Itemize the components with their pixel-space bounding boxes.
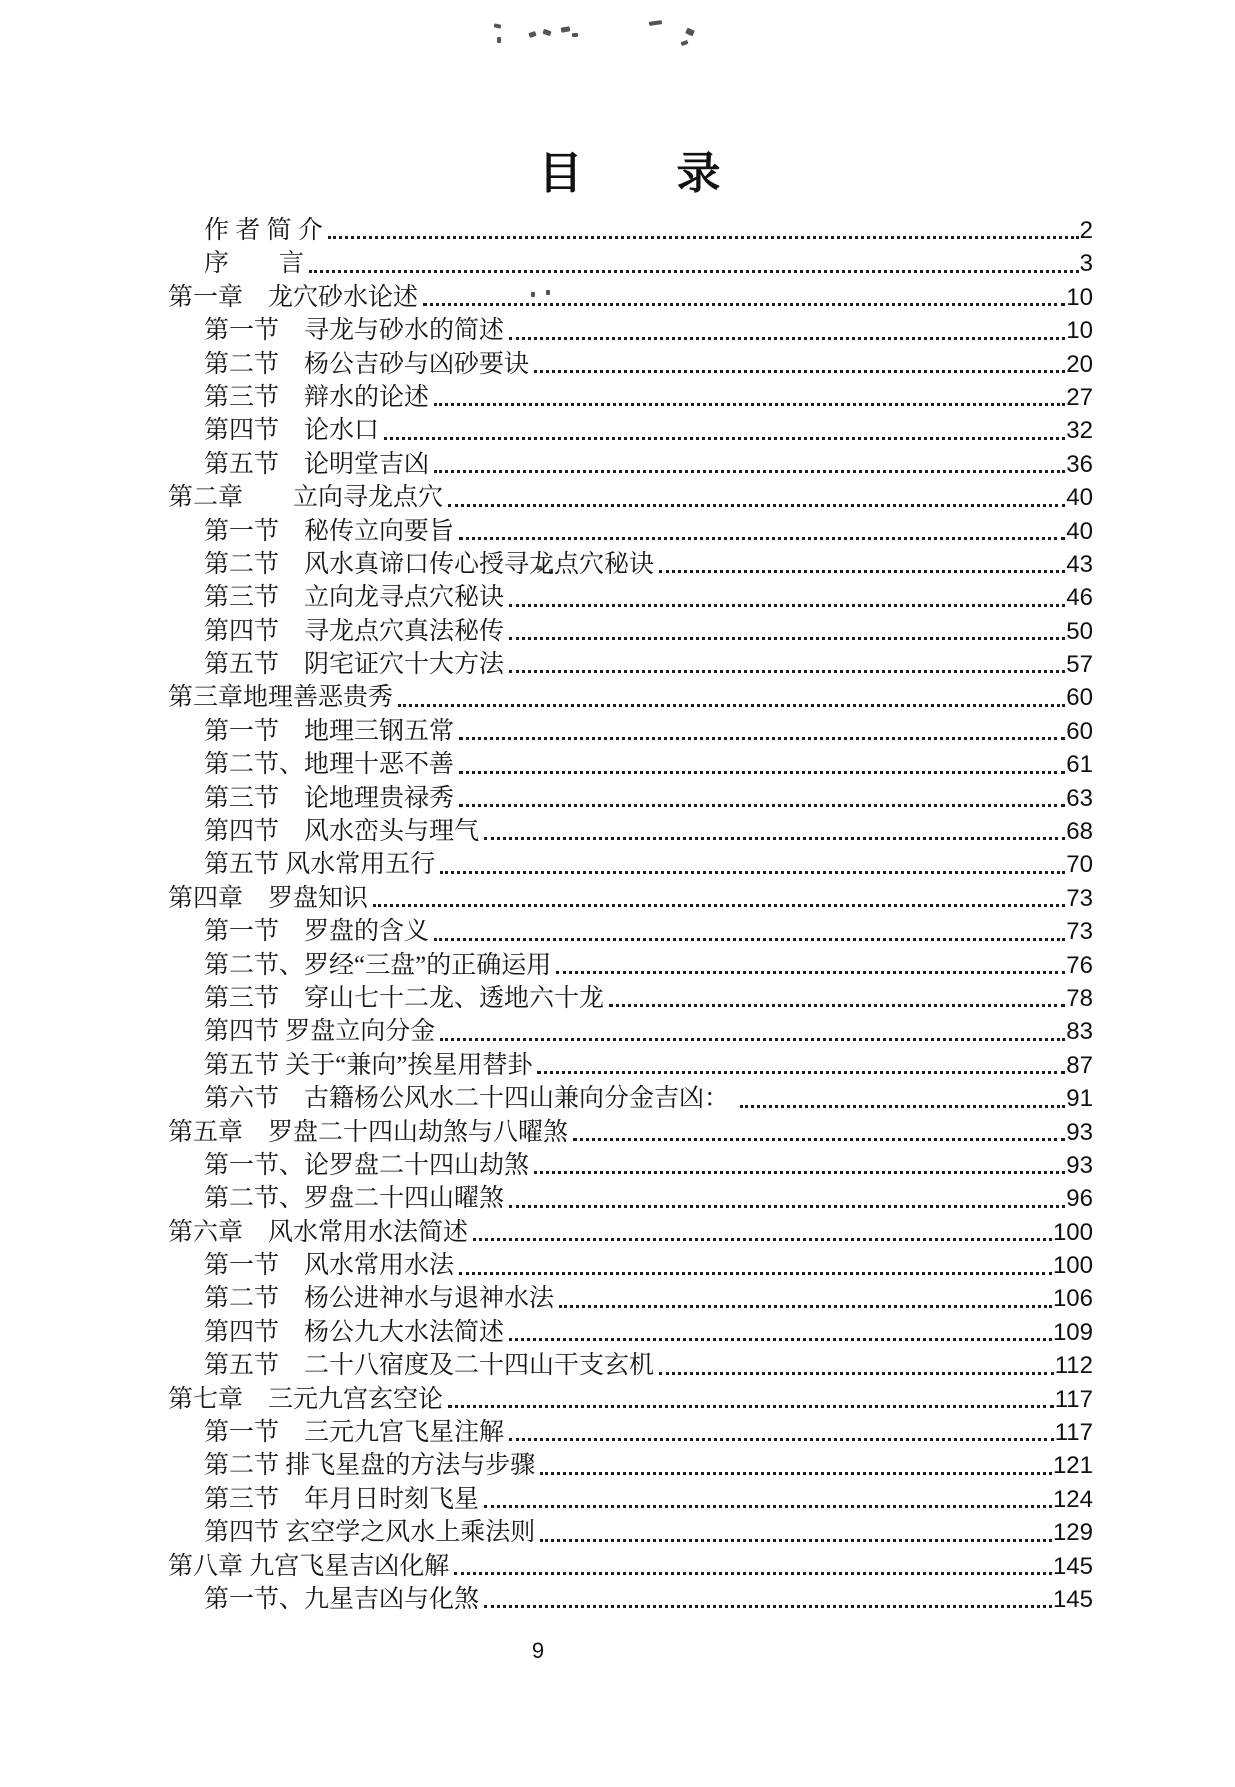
toc-entry [168, 915, 1093, 948]
toc-entry-label: 第五章 罗盘二十四山劫煞与八曜煞 [168, 1118, 569, 1146]
scan-artifact [649, 20, 662, 26]
toc-dot-leader [448, 504, 1065, 507]
toc-entry-page: 60 [1066, 717, 1093, 745]
toc-entry [168, 949, 1093, 982]
toc-entry-page: 78 [1066, 984, 1093, 1012]
toc-dot-leader [459, 771, 1065, 774]
toc-dot-leader [440, 1038, 1065, 1041]
toc-entry-page: 57 [1066, 651, 1093, 679]
toc-entry [168, 1049, 1093, 1082]
toc-entry [168, 348, 1093, 381]
toc-entry-label: 第五节 论明堂吉凶 [204, 450, 430, 478]
toc-dot-leader [309, 270, 1079, 273]
toc-entry [168, 1116, 1093, 1149]
toc-entry-page: 60 [1066, 684, 1093, 712]
toc-entry-page: 93 [1066, 1118, 1093, 1146]
toc-dot-leader [459, 804, 1065, 807]
toc-dot-leader [659, 570, 1065, 573]
toc-entry-label: 第四节 风水峦头与理气 [204, 818, 480, 846]
scan-artifact [681, 40, 689, 46]
toc-dot-leader [540, 1472, 1052, 1475]
toc-entry-page: 32 [1066, 417, 1093, 445]
toc-entry-page: 50 [1066, 617, 1093, 645]
toc-entry [168, 648, 1093, 681]
toc-entry-page: 36 [1066, 450, 1093, 478]
scan-artifact [561, 26, 571, 32]
toc-dot-leader [559, 1305, 1052, 1308]
toc-entry-label: 第一章 龙穴砂水论述 [168, 283, 419, 311]
toc-entry [168, 247, 1093, 280]
toc-entry-label: 第六章 风水常用水法简述 [168, 1218, 469, 1246]
toc-entry [168, 782, 1093, 815]
toc-dot-leader [440, 871, 1065, 874]
toc-dot-leader [509, 1438, 1054, 1441]
toc-entry-page: 76 [1066, 951, 1093, 979]
toc-entry-page: 145 [1052, 1552, 1093, 1580]
toc-entry-page: 63 [1066, 784, 1093, 812]
toc-entry-label: 第五节 二十八宿度及二十四山干支玄机 [204, 1352, 655, 1380]
toc-dot-leader [609, 1004, 1065, 1007]
toc-entry [168, 448, 1093, 481]
toc-entry [168, 1383, 1093, 1416]
toc-dot-leader [509, 604, 1065, 607]
toc-entry-label: 第二节 杨公吉砂与凶砂要诀 [204, 350, 530, 378]
toc-entry-label: 第三章地理善恶贵秀 [168, 684, 394, 712]
toc-entry-page: 96 [1066, 1185, 1093, 1213]
toc-dot-leader [434, 470, 1065, 473]
toc-entry-page: 73 [1066, 884, 1093, 912]
toc-entry-label: 序 言 [204, 250, 305, 278]
toc-entry-page: 20 [1066, 350, 1093, 378]
toc-entry [168, 381, 1093, 414]
toc-entry [168, 1283, 1093, 1316]
toc-entry [168, 414, 1093, 447]
scan-artifact [685, 28, 695, 37]
toc-entry-label: 第二节、罗经“三盘”的正确运用 [204, 951, 552, 979]
toc-entry [168, 1449, 1093, 1482]
toc-entry-page: 112 [1054, 1352, 1093, 1380]
toc-entry-label: 第五节 阴宅证穴十大方法 [204, 651, 505, 679]
table-of-contents [168, 148, 1093, 1616]
toc-entry [168, 815, 1093, 848]
toc-entry-label: 第四章 罗盘知识 [168, 884, 369, 912]
toc-dot-leader [384, 437, 1065, 440]
toc-entry-page: 40 [1066, 484, 1093, 512]
toc-dot-leader [509, 1338, 1052, 1341]
toc-entry-label: 作 者 简 介 [204, 216, 323, 244]
toc-dot-leader [434, 938, 1065, 941]
toc-entry-label: 第二节 杨公进神水与退神水法 [204, 1285, 555, 1313]
toc-entry [168, 1182, 1093, 1215]
toc-entry [168, 748, 1093, 781]
toc-entry-label: 第一节 地理三钢五常 [204, 717, 455, 745]
toc-entry-label: 第一节、九星吉凶与化煞 [204, 1586, 480, 1613]
toc-entry [168, 982, 1093, 1015]
toc-entry-label: 第三节 辩水的论述 [204, 383, 430, 411]
toc-entry-page: 117 [1054, 1385, 1093, 1413]
scan-artifact [528, 31, 536, 38]
toc-entry [168, 1015, 1093, 1048]
toc-entry [168, 1216, 1093, 1249]
toc-entry [168, 214, 1093, 247]
toc-entry-label: 第八章 九宫飞星吉凶化解 [168, 1552, 450, 1580]
toc-entry [168, 848, 1093, 881]
toc-entry-label: 第三节 年月日时刻飞星 [204, 1485, 480, 1513]
scan-artifact [572, 33, 578, 37]
toc-entry-page: 100 [1052, 1218, 1093, 1246]
toc-entry [168, 1082, 1093, 1115]
toc-entry-page: 129 [1052, 1519, 1093, 1547]
toc-dot-leader [509, 1205, 1065, 1208]
toc-entry-page: 93 [1066, 1151, 1093, 1179]
toc-entry-label: 第一节 三元九宫飞星注解 [204, 1419, 505, 1447]
toc-entry-page: 70 [1066, 851, 1093, 879]
toc-dot-leader [659, 1372, 1054, 1375]
toc-entry-label: 第三节 立向龙寻点穴秘诀 [204, 584, 505, 612]
toc-entry [168, 615, 1093, 648]
toc-entry-label: 第一节 秘传立向要旨 [204, 517, 455, 545]
toc-dot-leader [473, 1238, 1052, 1241]
toc-title: 目 录 [538, 149, 723, 198]
toc-entry [168, 481, 1093, 514]
footer-page-number: 9 [531, 1638, 545, 1663]
toc-list [168, 214, 1093, 1616]
toc-entry-label: 第三节 论地理贵禄秀 [204, 784, 455, 812]
toc-entry-label: 第七章 三元九宫玄空论 [168, 1385, 444, 1413]
toc-entry [168, 1416, 1093, 1449]
toc-entry-label: 第四节 寻龙点穴真法秘传 [204, 617, 505, 645]
toc-entry-page: 145 [1052, 1586, 1093, 1613]
toc-entry-page: 61 [1066, 751, 1093, 779]
toc-entry-page: 91 [1066, 1085, 1093, 1113]
toc-entry [168, 314, 1093, 347]
toc-entry [168, 1349, 1093, 1382]
toc-entry [168, 715, 1093, 748]
toc-entry-label: 第二章 立向寻龙点穴 [168, 484, 444, 512]
toc-entry-label: 第二节、地理十恶不善 [204, 751, 455, 779]
toc-entry-page: 117 [1054, 1419, 1093, 1447]
toc-entry-page: 73 [1066, 918, 1093, 946]
toc-entry-page: 10 [1066, 283, 1093, 311]
toc-entry-label: 第一节 罗盘的含义 [204, 918, 430, 946]
toc-entry [168, 281, 1093, 314]
toc-entry-label: 第二节 排飞星盘的方法与步骤 [204, 1452, 536, 1480]
toc-entry [168, 1316, 1093, 1349]
toc-dot-leader [556, 971, 1065, 974]
toc-dot-leader [459, 537, 1065, 540]
toc-entry-page: 2 [1079, 216, 1093, 244]
scan-artifact [497, 37, 501, 43]
toc-entry-label: 第一节、论罗盘二十四山劫煞 [204, 1151, 530, 1179]
toc-dot-leader [484, 1605, 1052, 1608]
toc-dot-leader [459, 737, 1065, 740]
toc-dot-leader [484, 1505, 1052, 1508]
scan-artifact [494, 23, 502, 28]
toc-entry-label: 第五节 风水常用五行 [204, 851, 436, 879]
toc-dot-leader [459, 1272, 1052, 1275]
toc-dot-leader [484, 837, 1065, 840]
toc-entry-label: 第一节 寻龙与砂水的简述 [204, 317, 505, 345]
toc-dot-leader [434, 403, 1065, 406]
toc-entry [168, 1149, 1093, 1182]
toc-entry [168, 515, 1093, 548]
toc-entry-label: 第四节 论水口 [204, 417, 380, 445]
toc-dot-leader [509, 337, 1065, 340]
toc-entry [168, 581, 1093, 614]
toc-entry-page: 109 [1052, 1318, 1093, 1346]
toc-dot-leader [534, 370, 1065, 373]
toc-entry-page: 87 [1066, 1051, 1093, 1079]
toc-entry-page: 40 [1066, 517, 1093, 545]
toc-entry-label: 第二节 风水真谛口传心授寻龙点穴秘诀 [204, 550, 655, 578]
toc-dot-leader [454, 1572, 1052, 1575]
toc-entry [168, 1483, 1093, 1516]
toc-entry-label: 第四节 玄空学之风水上乘法则 [204, 1519, 536, 1547]
toc-dot-leader [423, 303, 1065, 306]
toc-entry-label: 第一节 风水常用水法 [204, 1252, 455, 1280]
toc-entry-page: 43 [1066, 550, 1093, 578]
toc-dot-leader [740, 1105, 1065, 1108]
toc-entry [168, 681, 1093, 714]
toc-entry [168, 882, 1093, 915]
scan-artifact [542, 29, 551, 36]
toc-entry-page: 121 [1052, 1452, 1093, 1480]
toc-entry-page: 68 [1066, 818, 1093, 846]
toc-entry-label: 第五节 关于“兼向”挨星用替卦 [204, 1051, 533, 1079]
toc-entry-page: 106 [1052, 1285, 1093, 1313]
toc-dot-leader [398, 704, 1065, 707]
toc-dot-leader [448, 1405, 1054, 1408]
toc-dot-leader [328, 236, 1079, 239]
toc-entry-label: 第二节、罗盘二十四山曜煞 [204, 1185, 505, 1213]
toc-dot-leader [537, 1071, 1065, 1074]
toc-entry-page: 124 [1052, 1485, 1093, 1513]
toc-dot-leader [373, 904, 1065, 907]
toc-entry-page: 27 [1066, 383, 1093, 411]
toc-entry-page: 100 [1052, 1252, 1093, 1280]
toc-dot-leader [540, 1539, 1052, 1542]
toc-entry-label: 第三节 穿山七十二龙、透地六十龙 [204, 984, 605, 1012]
toc-entry [168, 1583, 1093, 1616]
toc-entry-page: 46 [1066, 584, 1093, 612]
toc-entry-label: 第四节 杨公九大水法简述 [204, 1318, 505, 1346]
toc-entry-page: 83 [1066, 1018, 1093, 1046]
toc-entry-page: 10 [1066, 317, 1093, 345]
toc-entry-label: 第四节 罗盘立向分金 [204, 1018, 436, 1046]
toc-entry-page: 3 [1079, 250, 1093, 278]
toc-dot-leader [573, 1138, 1065, 1141]
toc-dot-leader [509, 670, 1065, 673]
toc-entry [168, 1249, 1093, 1282]
toc-dot-leader [534, 1171, 1065, 1174]
toc-entry [168, 1550, 1093, 1583]
toc-dot-leader [509, 637, 1065, 640]
toc-entry-label: 第六节 古籍杨公风水二十四山兼向分金吉凶： [204, 1085, 736, 1113]
toc-entry [168, 548, 1093, 581]
toc-entry [168, 1516, 1093, 1549]
